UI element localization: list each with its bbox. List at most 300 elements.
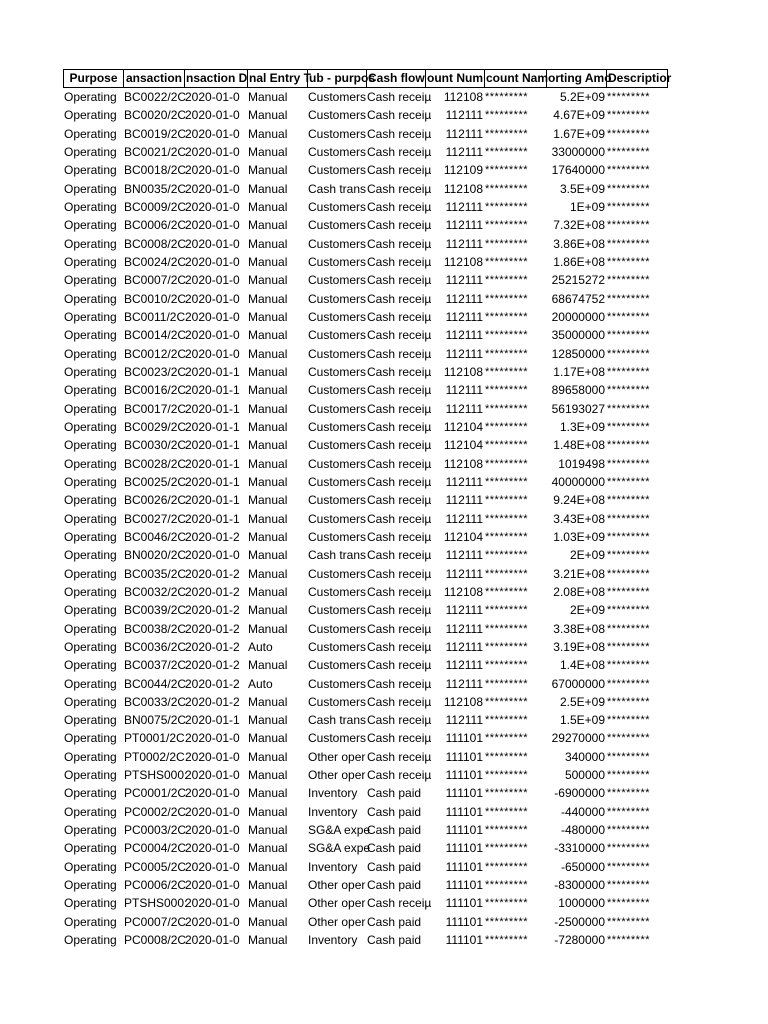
cell-transaction[interactable]: PC0003/2C xyxy=(124,823,187,838)
cell-transaction-date[interactable]: 2020-01-0 xyxy=(185,786,240,801)
cell-account-name[interactable]: ********* xyxy=(485,219,529,232)
cell-cash-flow[interactable]: Cash receiµ xyxy=(367,456,432,471)
cell-account-number[interactable]: 111101 xyxy=(445,786,483,801)
cell-transaction[interactable]: BC0021/2C xyxy=(124,144,187,159)
header-cell-description[interactable]: Descriptior xyxy=(606,69,668,88)
cell-journal-entry-type[interactable]: Manual xyxy=(248,419,288,434)
cell-purpose[interactable]: Operating xyxy=(64,639,117,654)
cell-account-number[interactable]: 112111 xyxy=(445,621,483,636)
cell-transaction[interactable]: BC0019/2C xyxy=(124,126,187,141)
cell-transaction-date[interactable]: 2020-01-0 xyxy=(185,548,240,563)
cell-description[interactable]: ********* xyxy=(607,824,651,837)
cell-purpose[interactable]: Operating xyxy=(64,328,117,343)
cell-account-number[interactable]: 111101 xyxy=(445,878,483,893)
cell-account-number[interactable]: 111101 xyxy=(445,731,483,746)
cell-account-name[interactable]: ********* xyxy=(485,365,529,378)
cell-transaction-date[interactable]: 2020-01-0 xyxy=(185,878,240,893)
cell-account-name[interactable]: ********* xyxy=(485,695,529,708)
cell-account-number[interactable]: 112108 xyxy=(443,254,483,269)
cell-transaction-date[interactable]: 2020-01-2 xyxy=(185,694,240,709)
cell-cash-flow[interactable]: Cash receiµ xyxy=(367,90,432,104)
cell-purpose[interactable]: Operating xyxy=(64,804,117,819)
cell-sub-purpose[interactable]: Customers xyxy=(308,603,367,618)
cell-transaction-date[interactable]: 2020-01-0 xyxy=(185,823,240,838)
cell-sub-purpose[interactable]: Customers xyxy=(308,236,367,251)
cell-transaction[interactable]: BC0033/2C xyxy=(124,694,187,709)
cell-sub-purpose[interactable]: Inventory xyxy=(308,786,358,801)
cell-account-name[interactable]: ********* xyxy=(485,182,529,195)
cell-journal-entry-type[interactable]: Manual xyxy=(248,529,288,544)
cell-reporting-amount[interactable]: -480000 xyxy=(560,823,605,838)
cell-account-number[interactable]: 112111 xyxy=(445,639,483,654)
cell-transaction-date[interactable]: 2020-01-0 xyxy=(185,914,240,929)
cell-transaction-date[interactable]: 2020-01-0 xyxy=(185,291,240,306)
cell-sub-purpose[interactable]: Customers xyxy=(308,639,367,654)
cell-account-number[interactable]: 112111 xyxy=(445,493,483,508)
cell-purpose[interactable]: Operating xyxy=(64,163,117,178)
cell-journal-entry-type[interactable]: Manual xyxy=(248,346,288,361)
cell-account-number[interactable]: 112111 xyxy=(445,199,483,214)
cell-sub-purpose[interactable]: Customers xyxy=(308,456,367,471)
cell-account-number[interactable]: 112104 xyxy=(443,529,483,544)
cell-account-number[interactable]: 111101 xyxy=(445,804,483,819)
cell-account-name[interactable]: ********* xyxy=(485,860,529,873)
cell-description[interactable]: ********* xyxy=(607,640,651,653)
cell-journal-entry-type[interactable]: Manual xyxy=(248,878,288,893)
cell-sub-purpose[interactable]: Other oper xyxy=(308,878,366,893)
cell-purpose[interactable]: Operating xyxy=(64,438,117,453)
cell-account-name[interactable]: ********* xyxy=(485,347,529,360)
cell-cash-flow[interactable]: Cash receiµ xyxy=(367,566,432,581)
cell-description[interactable]: ********* xyxy=(607,549,651,562)
cell-cash-flow[interactable]: Cash paid xyxy=(367,878,422,893)
cell-description[interactable]: ********* xyxy=(607,732,651,745)
cell-transaction[interactable]: BC0012/2C xyxy=(124,346,187,361)
cell-account-name[interactable]: ********* xyxy=(485,640,529,653)
cell-account-number[interactable]: 111101 xyxy=(445,768,483,783)
cell-reporting-amount[interactable]: 68674752 xyxy=(551,291,605,306)
cell-cash-flow[interactable]: Cash receiµ xyxy=(367,291,432,306)
cell-reporting-amount[interactable]: 2.5E+09 xyxy=(559,694,605,709)
cell-description[interactable]: ********* xyxy=(607,769,651,782)
cell-cash-flow[interactable]: Cash receiµ xyxy=(367,658,432,673)
cell-purpose[interactable]: Operating xyxy=(64,218,117,233)
cell-description[interactable]: ********* xyxy=(607,494,651,507)
cell-description[interactable]: ********* xyxy=(607,420,651,433)
cell-journal-entry-type[interactable]: Manual xyxy=(248,90,288,104)
cell-journal-entry-type[interactable]: Manual xyxy=(248,126,288,141)
cell-sub-purpose[interactable]: Customers xyxy=(308,291,367,306)
cell-journal-entry-type[interactable]: Manual xyxy=(248,144,288,159)
cell-sub-purpose[interactable]: Customers xyxy=(308,511,367,526)
cell-account-name[interactable]: ********* xyxy=(485,329,529,342)
cell-reporting-amount[interactable]: 7.32E+08 xyxy=(553,218,605,233)
cell-reporting-amount[interactable]: 33000000 xyxy=(551,144,605,159)
cell-account-name[interactable]: ********* xyxy=(485,567,529,580)
cell-account-name[interactable]: ********* xyxy=(485,915,529,928)
cell-account-number[interactable]: 112111 xyxy=(445,603,483,618)
cell-cash-flow[interactable]: Cash receiµ xyxy=(367,584,432,599)
cell-cash-flow[interactable]: Cash receiµ xyxy=(367,364,432,379)
cell-transaction[interactable]: BC0036/2C xyxy=(124,639,187,654)
cell-purpose[interactable]: Operating xyxy=(64,291,117,306)
cell-cash-flow[interactable]: Cash receiµ xyxy=(367,896,432,911)
cell-description[interactable]: ********* xyxy=(607,475,651,488)
cell-account-number[interactable]: 112104 xyxy=(443,438,483,453)
cell-account-name[interactable]: ********* xyxy=(485,769,529,782)
cell-journal-entry-type[interactable]: Auto xyxy=(248,639,273,654)
cell-sub-purpose[interactable]: Customers xyxy=(308,401,367,416)
cell-transaction-date[interactable]: 2020-01-0 xyxy=(185,108,240,123)
cell-purpose[interactable]: Operating xyxy=(64,181,117,196)
cell-sub-purpose[interactable]: Customers xyxy=(308,731,367,746)
cell-description[interactable]: ********* xyxy=(607,109,651,122)
cell-purpose[interactable]: Operating xyxy=(64,199,117,214)
cell-purpose[interactable]: Operating xyxy=(64,584,117,599)
cell-sub-purpose[interactable]: Customers xyxy=(308,383,367,398)
cell-account-number[interactable]: 112111 xyxy=(445,658,483,673)
cell-reporting-amount[interactable]: 340000 xyxy=(564,749,605,764)
header-cell-account-name[interactable]: count Nam xyxy=(484,69,546,88)
header-cell-sub-purpose[interactable]: ub - purpos xyxy=(307,69,366,88)
cell-purpose[interactable]: Operating xyxy=(64,823,117,838)
cell-purpose[interactable]: Operating xyxy=(64,254,117,269)
cell-account-number[interactable]: 112109 xyxy=(443,163,483,178)
cell-transaction-date[interactable]: 2020-01-0 xyxy=(185,346,240,361)
cell-account-number[interactable]: 111101 xyxy=(445,914,483,929)
cell-transaction[interactable]: PC0005/2C xyxy=(124,859,187,874)
cell-purpose[interactable]: Operating xyxy=(64,914,117,929)
cell-account-number[interactable]: 112111 xyxy=(445,218,483,233)
cell-account-name[interactable]: ********* xyxy=(485,659,529,672)
cell-transaction-date[interactable]: 2020-01-1 xyxy=(185,383,240,398)
cell-account-name[interactable]: ********* xyxy=(485,494,529,507)
cell-account-name[interactable]: ********* xyxy=(485,750,529,763)
cell-purpose[interactable]: Operating xyxy=(64,346,117,361)
cell-account-name[interactable]: ********* xyxy=(485,145,529,158)
header-cell-transaction[interactable]: ansaction xyxy=(123,69,184,88)
cell-description[interactable]: ********* xyxy=(607,787,651,800)
cell-account-number[interactable]: 112111 xyxy=(445,273,483,288)
cell-journal-entry-type[interactable]: Manual xyxy=(248,731,288,746)
cell-transaction[interactable]: BC0011/2C xyxy=(124,309,186,324)
cell-transaction[interactable]: BC0007/2C xyxy=(124,273,187,288)
cell-transaction-date[interactable]: 2020-01-0 xyxy=(185,804,240,819)
cell-description[interactable]: ********* xyxy=(607,145,651,158)
cell-reporting-amount[interactable]: 3.19E+08 xyxy=(553,639,605,654)
cell-account-number[interactable]: 112108 xyxy=(443,456,483,471)
cell-account-number[interactable]: 112111 xyxy=(445,401,483,416)
header-cell-transaction-date[interactable]: nsaction D xyxy=(184,69,247,88)
cell-transaction-date[interactable]: 2020-01-1 xyxy=(185,401,240,416)
cell-purpose[interactable]: Operating xyxy=(64,841,117,856)
cell-reporting-amount[interactable]: 35000000 xyxy=(551,328,605,343)
cell-journal-entry-type[interactable]: Manual xyxy=(248,291,288,306)
cell-reporting-amount[interactable]: 5.2E+09 xyxy=(559,90,605,104)
cell-purpose[interactable]: Operating xyxy=(64,933,117,948)
cell-cash-flow[interactable]: Cash paid xyxy=(367,804,422,819)
cell-account-name[interactable]: ********* xyxy=(485,402,529,415)
cell-description[interactable]: ********* xyxy=(607,127,651,140)
cell-reporting-amount[interactable]: 2E+09 xyxy=(569,548,605,563)
cell-journal-entry-type[interactable]: Manual xyxy=(248,456,288,471)
cell-journal-entry-type[interactable]: Manual xyxy=(248,914,288,929)
cell-transaction[interactable]: BC0027/2C xyxy=(124,511,187,526)
cell-transaction-date[interactable]: 2020-01-0 xyxy=(185,749,240,764)
cell-purpose[interactable]: Operating xyxy=(64,548,117,563)
cell-transaction[interactable]: PC0004/2C xyxy=(124,841,187,856)
cell-purpose[interactable]: Operating xyxy=(64,383,117,398)
cell-description[interactable]: ********* xyxy=(607,695,651,708)
cell-transaction[interactable]: BC0010/2C xyxy=(124,291,187,306)
cell-description[interactable]: ********* xyxy=(607,567,651,580)
cell-sub-purpose[interactable]: Inventory xyxy=(308,804,358,819)
cell-cash-flow[interactable]: Cash paid xyxy=(367,914,422,929)
cell-description[interactable]: ********* xyxy=(607,750,651,763)
cell-account-number[interactable]: 112111 xyxy=(445,144,483,159)
cell-account-name[interactable]: ********* xyxy=(485,824,529,837)
cell-transaction[interactable]: BC0006/2C xyxy=(124,218,187,233)
cell-transaction-date[interactable]: 2020-01-0 xyxy=(185,90,240,104)
cell-reporting-amount[interactable]: 3.43E+08 xyxy=(553,511,605,526)
cell-purpose[interactable]: Operating xyxy=(64,676,117,691)
cell-transaction[interactable]: BC0022/2C xyxy=(124,90,187,104)
cell-purpose[interactable]: Operating xyxy=(64,273,117,288)
cell-reporting-amount[interactable]: 12850000 xyxy=(551,346,605,361)
cell-transaction[interactable]: BC0025/2C xyxy=(124,474,187,489)
cell-account-name[interactable]: ********* xyxy=(485,549,529,562)
cell-purpose[interactable]: Operating xyxy=(64,108,117,123)
cell-account-name[interactable]: ********* xyxy=(485,457,529,470)
cell-transaction[interactable]: BC0038/2C xyxy=(124,621,187,636)
cell-journal-entry-type[interactable]: Manual xyxy=(248,768,288,783)
cell-transaction[interactable]: BC0044/2C xyxy=(124,676,187,691)
cell-purpose[interactable]: Operating xyxy=(64,859,117,874)
cell-account-name[interactable]: ********* xyxy=(485,274,529,287)
cell-account-name[interactable]: ********* xyxy=(485,732,529,745)
cell-cash-flow[interactable]: Cash receiµ xyxy=(367,163,432,178)
cell-description[interactable]: ********* xyxy=(607,274,651,287)
cell-description[interactable]: ********* xyxy=(607,879,651,892)
cell-journal-entry-type[interactable]: Manual xyxy=(248,438,288,453)
cell-journal-entry-type[interactable]: Auto xyxy=(248,676,273,691)
cell-cash-flow[interactable]: Cash receiµ xyxy=(367,493,432,508)
cell-description[interactable]: ********* xyxy=(607,347,651,360)
cell-purpose[interactable]: Operating xyxy=(64,731,117,746)
cell-cash-flow[interactable]: Cash receiµ xyxy=(367,108,432,123)
cell-description[interactable]: ********* xyxy=(607,842,651,855)
cell-reporting-amount[interactable]: 1.86E+08 xyxy=(553,254,605,269)
cell-transaction[interactable]: PTSHS000: xyxy=(124,896,188,911)
cell-journal-entry-type[interactable]: Manual xyxy=(248,658,288,673)
cell-account-name[interactable]: ********* xyxy=(485,91,529,103)
cell-sub-purpose[interactable]: Customers xyxy=(308,493,367,508)
cell-cash-flow[interactable]: Cash receiµ xyxy=(367,218,432,233)
cell-transaction-date[interactable]: 2020-01-2 xyxy=(185,566,240,581)
cell-transaction-date[interactable]: 2020-01-0 xyxy=(185,841,240,856)
cell-cash-flow[interactable]: Cash receiµ xyxy=(367,181,432,196)
cell-reporting-amount[interactable]: 25215272 xyxy=(551,273,605,288)
cell-sub-purpose[interactable]: Customers xyxy=(308,676,367,691)
cell-sub-purpose[interactable]: Other oper xyxy=(308,896,366,911)
cell-sub-purpose[interactable]: Customers xyxy=(308,584,367,599)
cell-sub-purpose[interactable]: Customers xyxy=(308,254,367,269)
cell-transaction[interactable]: BC0008/2C xyxy=(124,236,187,251)
cell-reporting-amount[interactable]: 9.24E+08 xyxy=(553,493,605,508)
cell-journal-entry-type[interactable]: Manual xyxy=(248,163,288,178)
cell-sub-purpose[interactable]: Other oper xyxy=(308,749,366,764)
cell-transaction[interactable]: PT0002/2C xyxy=(124,749,185,764)
cell-sub-purpose[interactable]: Customers xyxy=(308,346,367,361)
cell-account-name[interactable]: ********* xyxy=(485,897,529,910)
cell-account-number[interactable]: 112111 xyxy=(445,676,483,691)
cell-description[interactable]: ********* xyxy=(607,182,651,195)
cell-journal-entry-type[interactable]: Manual xyxy=(248,364,288,379)
cell-journal-entry-type[interactable]: Manual xyxy=(248,694,288,709)
cell-transaction[interactable]: BC0018/2C xyxy=(124,163,187,178)
cell-transaction-date[interactable]: 2020-01-0 xyxy=(185,126,240,141)
cell-purpose[interactable]: Operating xyxy=(64,529,117,544)
cell-journal-entry-type[interactable]: Manual xyxy=(248,896,288,911)
cell-sub-purpose[interactable]: Customers xyxy=(308,529,367,544)
cell-description[interactable]: ********* xyxy=(607,897,651,910)
cell-reporting-amount[interactable]: 2.08E+08 xyxy=(553,584,605,599)
cell-purpose[interactable]: Operating xyxy=(64,621,117,636)
cell-reporting-amount[interactable]: 1019498 xyxy=(558,456,605,471)
cell-journal-entry-type[interactable]: Manual xyxy=(248,254,288,269)
cell-sub-purpose[interactable]: Customers xyxy=(308,328,367,343)
cell-account-name[interactable]: ********* xyxy=(485,255,529,268)
cell-reporting-amount[interactable]: 17640000 xyxy=(551,163,605,178)
cell-transaction-date[interactable]: 2020-01-0 xyxy=(185,218,240,233)
cell-sub-purpose[interactable]: Customers xyxy=(308,309,367,324)
cell-description[interactable]: ********* xyxy=(607,384,651,397)
cell-sub-purpose[interactable]: Customers xyxy=(308,218,367,233)
cell-reporting-amount[interactable]: 89658000 xyxy=(551,383,605,398)
cell-sub-purpose[interactable]: Cash trans xyxy=(308,548,367,563)
cell-transaction[interactable]: PT0001/2C xyxy=(124,731,185,746)
cell-account-name[interactable]: ********* xyxy=(485,292,529,305)
cell-account-name[interactable]: ********* xyxy=(485,164,529,177)
cell-account-number[interactable]: 112111 xyxy=(445,328,483,343)
cell-reporting-amount[interactable]: 500000 xyxy=(564,768,605,783)
cell-purpose[interactable]: Operating xyxy=(64,749,117,764)
cell-purpose[interactable]: Operating xyxy=(64,493,117,508)
cell-purpose[interactable]: Operating xyxy=(64,878,117,893)
cell-journal-entry-type[interactable]: Manual xyxy=(248,933,288,948)
cell-journal-entry-type[interactable]: Manual xyxy=(248,859,288,874)
cell-description[interactable]: ********* xyxy=(607,329,651,342)
cell-transaction-date[interactable]: 2020-01-0 xyxy=(185,309,240,324)
cell-sub-purpose[interactable]: Customers xyxy=(308,126,367,141)
cell-transaction[interactable]: BC0037/2C xyxy=(124,658,187,673)
cell-account-number[interactable]: 112104 xyxy=(443,419,483,434)
cell-cash-flow[interactable]: Cash receiµ xyxy=(367,328,432,343)
cell-transaction-date[interactable]: 2020-01-2 xyxy=(185,639,240,654)
cell-journal-entry-type[interactable]: Manual xyxy=(248,218,288,233)
cell-purpose[interactable]: Operating xyxy=(64,713,117,728)
cell-account-number[interactable]: 111101 xyxy=(445,749,483,764)
cell-sub-purpose[interactable]: Customers xyxy=(308,566,367,581)
cell-description[interactable]: ********* xyxy=(607,292,651,305)
cell-purpose[interactable]: Operating xyxy=(64,896,117,911)
cell-description[interactable]: ********* xyxy=(607,219,651,232)
cell-transaction-date[interactable]: 2020-01-1 xyxy=(185,493,240,508)
cell-description[interactable]: ********* xyxy=(607,860,651,873)
cell-description[interactable]: ********* xyxy=(607,934,651,947)
cell-account-number[interactable]: 112108 xyxy=(443,694,483,709)
cell-reporting-amount[interactable]: 56193027 xyxy=(551,401,605,416)
cell-description[interactable]: ********* xyxy=(607,512,651,525)
cell-reporting-amount[interactable]: 29270000 xyxy=(551,731,605,746)
cell-sub-purpose[interactable]: SG&A expe xyxy=(308,823,371,838)
cell-description[interactable]: ********* xyxy=(607,530,651,543)
cell-sub-purpose[interactable]: Customers xyxy=(308,419,367,434)
cell-description[interactable]: ********* xyxy=(607,714,651,727)
cell-account-name[interactable]: ********* xyxy=(485,714,529,727)
header-cell-purpose[interactable]: Purpose xyxy=(63,69,123,88)
cell-transaction[interactable]: PC0002/2C xyxy=(124,804,187,819)
cell-account-number[interactable]: 111101 xyxy=(445,841,483,856)
cell-description[interactable]: ********* xyxy=(607,915,651,928)
cell-account-name[interactable]: ********* xyxy=(485,384,529,397)
cell-description[interactable]: ********* xyxy=(607,164,651,177)
cell-sub-purpose[interactable]: Customers xyxy=(308,273,367,288)
cell-cash-flow[interactable]: Cash receiµ xyxy=(367,236,432,251)
cell-cash-flow[interactable]: Cash paid xyxy=(367,933,422,948)
cell-reporting-amount[interactable]: -8300000 xyxy=(554,878,605,893)
cell-transaction[interactable]: BC0032/2C xyxy=(124,584,187,599)
cell-account-number[interactable]: 112111 xyxy=(445,383,483,398)
cell-journal-entry-type[interactable]: Manual xyxy=(248,584,288,599)
cell-account-number[interactable]: 112108 xyxy=(443,584,483,599)
cell-purpose[interactable]: Operating xyxy=(64,456,117,471)
cell-reporting-amount[interactable]: 1E+09 xyxy=(569,199,605,214)
cell-account-number[interactable]: 112108 xyxy=(443,90,483,104)
cell-account-name[interactable]: ********* xyxy=(485,787,529,800)
cell-journal-entry-type[interactable]: Manual xyxy=(248,804,288,819)
cell-sub-purpose[interactable]: Customers xyxy=(308,364,367,379)
cell-account-number[interactable]: 112111 xyxy=(445,108,483,123)
cell-description[interactable]: ********* xyxy=(607,585,651,598)
cell-purpose[interactable]: Operating xyxy=(64,768,117,783)
cell-account-name[interactable]: ********* xyxy=(485,622,529,635)
cell-account-number[interactable]: 112111 xyxy=(445,548,483,563)
cell-journal-entry-type[interactable]: Manual xyxy=(248,566,288,581)
cell-sub-purpose[interactable]: Cash trans xyxy=(308,713,367,728)
cell-account-number[interactable]: 111101 xyxy=(445,859,483,874)
cell-transaction-date[interactable]: 2020-01-0 xyxy=(185,273,240,288)
cell-cash-flow[interactable]: Cash paid xyxy=(367,841,422,856)
cell-account-number[interactable]: 112111 xyxy=(445,713,483,728)
cell-transaction-date[interactable]: 2020-01-1 xyxy=(185,364,240,379)
cell-sub-purpose[interactable]: Customers xyxy=(308,658,367,673)
cell-description[interactable]: ********* xyxy=(607,439,651,452)
cell-cash-flow[interactable]: Cash receiµ xyxy=(367,144,432,159)
cell-journal-entry-type[interactable]: Manual xyxy=(248,108,288,123)
cell-sub-purpose[interactable]: Inventory xyxy=(308,859,358,874)
cell-cash-flow[interactable]: Cash receiµ xyxy=(367,676,432,691)
cell-description[interactable]: ********* xyxy=(607,805,651,818)
cell-transaction[interactable]: BC0035/2C xyxy=(124,566,187,581)
cell-transaction-date[interactable]: 2020-01-1 xyxy=(185,438,240,453)
cell-reporting-amount[interactable]: 1.67E+09 xyxy=(553,126,605,141)
cell-sub-purpose[interactable]: Customers xyxy=(308,621,367,636)
cell-reporting-amount[interactable]: 67000000 xyxy=(551,676,605,691)
cell-journal-entry-type[interactable]: Manual xyxy=(248,199,288,214)
cell-account-number[interactable]: 112108 xyxy=(443,364,483,379)
cell-transaction[interactable]: BC0046/2C xyxy=(124,529,187,544)
